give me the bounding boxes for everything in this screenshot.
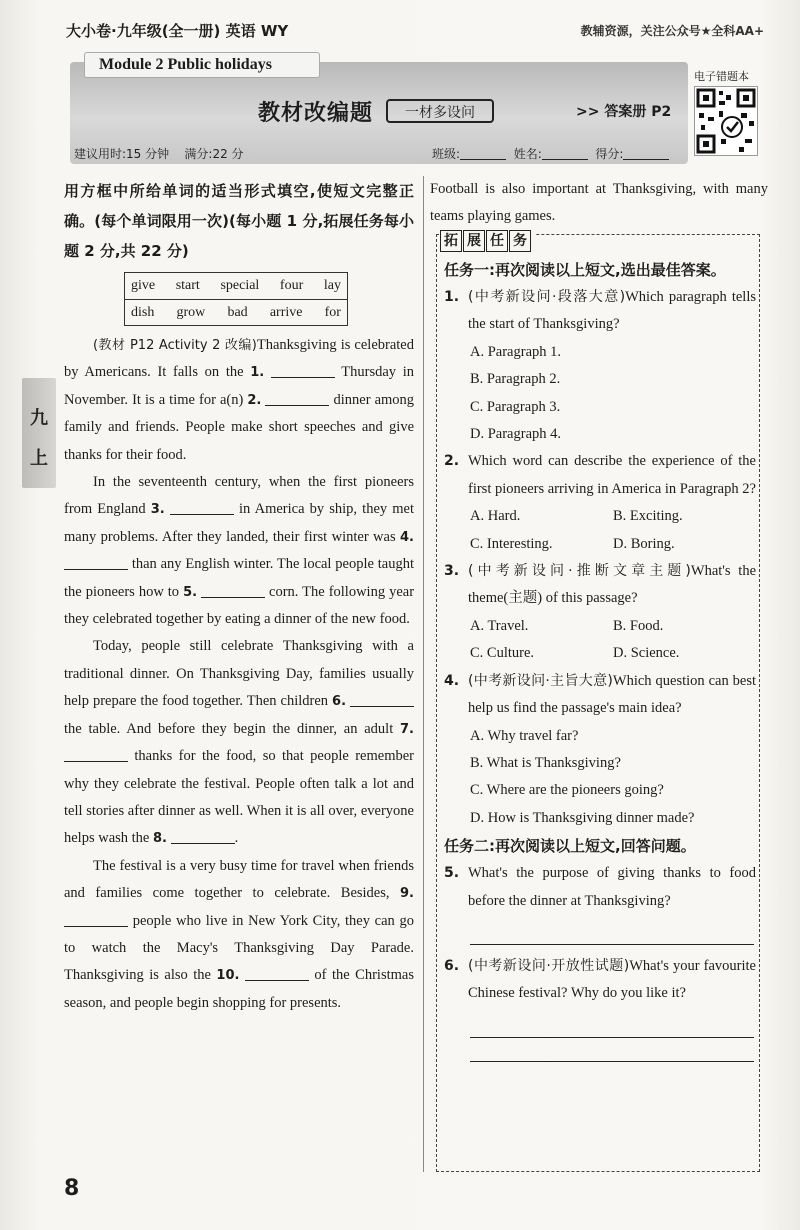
option[interactable]: A. Hard. <box>470 508 521 525</box>
passage-text: than any English winter. The local people taught the pioneers how to <box>64 556 414 600</box>
option[interactable]: B. Paragraph 2. <box>470 371 561 388</box>
option[interactable]: C. Interesting. <box>470 535 553 552</box>
blank-7[interactable] <box>64 748 128 762</box>
question-body: Which question can best help us find the passage's main idea? <box>468 672 757 717</box>
source-note: (教材 P12 Activity 2 改编) <box>93 338 257 353</box>
blank-number: 7. <box>400 721 414 737</box>
banner-title: 教材改编题 <box>258 101 374 126</box>
full-score: 满分:22 分 <box>184 147 244 161</box>
word-row <box>125 273 347 299</box>
option[interactable]: A. Why travel far? <box>470 727 579 744</box>
passage-paragraph-3 <box>64 633 414 852</box>
passage-paragraph-5: Football is also important at Thanksgiving, with many teams playing games. <box>430 181 768 225</box>
side-tab <box>22 378 56 488</box>
option[interactable]: C. Paragraph 3. <box>470 398 561 415</box>
class-blank[interactable] <box>460 148 506 160</box>
banner-tag: 一材多设问 <box>386 99 494 123</box>
blank-number: 8. <box>153 831 167 847</box>
question-body: What's the theme(主题) of this passage? <box>468 563 757 607</box>
blank-9[interactable] <box>64 913 128 927</box>
question-3 <box>444 558 756 613</box>
side-tab-char-1: 九 <box>30 408 48 429</box>
blank-number: 10. <box>216 968 240 984</box>
name-label: 姓名: <box>513 147 542 161</box>
question-body: Which paragraph tells the start of Thanksgiving? <box>468 289 756 333</box>
question-6 <box>444 953 756 1008</box>
option[interactable]: A. Paragraph 1. <box>470 343 562 360</box>
word: special <box>220 278 260 293</box>
blank-5[interactable] <box>201 584 265 598</box>
option[interactable]: D. Science. <box>613 645 680 662</box>
meta-row <box>70 142 688 164</box>
question-number: 6. <box>444 957 460 974</box>
word: grow <box>176 304 206 320</box>
option[interactable]: D. Boring. <box>613 535 675 552</box>
passage-text: The festival is a very busy time for travel when friends and families come together to celebrate. Besides, <box>64 857 414 902</box>
question-text <box>468 558 756 613</box>
question-number: 5. <box>444 865 460 882</box>
passage-text: Thursday in November. It is a time for a(n) <box>64 364 414 408</box>
answer-line-5[interactable] <box>470 915 754 945</box>
question-number: 2. <box>444 453 460 470</box>
word: arrive <box>269 304 303 320</box>
tasks <box>444 256 756 1062</box>
option[interactable]: D. Paragraph 4. <box>470 426 562 443</box>
blank-number: 2. <box>247 392 262 408</box>
student-fields <box>432 145 669 162</box>
question-number: 1. <box>444 289 460 305</box>
option-row <box>444 613 756 640</box>
passage-text: the table. And before they begin the dinner, an adult <box>64 720 394 737</box>
blank-number: 9. <box>400 886 414 902</box>
blank-number: 6. <box>332 694 347 710</box>
passage-text: . <box>234 830 239 847</box>
question-tag: (中考新设问·段落大意) <box>468 289 626 305</box>
time-score <box>74 145 244 162</box>
blank-10[interactable] <box>245 967 309 981</box>
question-5 <box>444 860 756 915</box>
question-tag: (中考新设问·主旨大意) <box>468 672 613 689</box>
answer-line-6b[interactable] <box>470 1038 754 1062</box>
passage-paragraph-1 <box>64 332 414 469</box>
passage-text: of the Christmas season, and people begin shopping for presents. <box>64 967 414 1011</box>
passage-text: corn. The following year they celebrated together by eating a dinner of the new food. <box>64 583 415 628</box>
blank-number: 5. <box>183 584 198 600</box>
module-title: Module 2 Public holidays <box>84 52 320 78</box>
passage-text: Today, people still celebrate Thanksgiving with a traditional dinner. On Thanksgiving Day, families usually help prepare the food together. Then children <box>64 638 414 710</box>
word: give <box>131 278 156 293</box>
answer-line-6a[interactable] <box>470 1008 754 1038</box>
blank-number: 3. <box>150 502 165 518</box>
option[interactable]: C. Culture. <box>470 645 535 662</box>
passage-text: dinner among family and friends. People make short speeches and give thanks for their food. <box>64 391 415 463</box>
question-tag: (中考新设问·推断文章主题) <box>468 563 691 580</box>
page-number: 8 <box>64 1176 80 1201</box>
heading-char: 务 <box>509 230 531 252</box>
left-column <box>64 176 414 1017</box>
question-body: What's the purpose of giving thanks to food before the dinner at Thanksgiving? <box>468 865 756 909</box>
option-row <box>444 531 756 558</box>
running-header-book: 大小卷·九年级(全一册) 英语 WY <box>66 22 289 40</box>
right-column-top <box>430 176 768 231</box>
question-tag: (中考新设问·开放性试题) <box>468 957 630 974</box>
points-label: 得分: <box>595 147 624 161</box>
blank-1[interactable] <box>271 364 335 378</box>
task-2-title: 任务二:再次阅读以上短文,回答问题。 <box>444 837 696 856</box>
blank-4[interactable] <box>64 556 128 570</box>
blank-3[interactable] <box>170 501 234 515</box>
question-text <box>468 284 756 339</box>
passage-text: in America by ship, they met many problems. After they landed, their first winter was <box>64 501 415 545</box>
blank-number: 1. <box>250 365 265 381</box>
question-body: What's your favourite Chinese festival? Why do you like it? <box>468 957 756 1002</box>
extension-task-heading <box>440 230 536 252</box>
option[interactable]: A. Travel. <box>470 617 529 634</box>
option-row <box>444 640 756 667</box>
word: bad <box>227 304 248 320</box>
blank-6[interactable] <box>350 693 414 707</box>
option[interactable]: B. Exciting. <box>613 508 683 525</box>
name-blank[interactable] <box>542 148 588 160</box>
question-1 <box>444 284 756 339</box>
option[interactable]: B. What is Thanksgiving? <box>470 754 621 771</box>
passage-paragraph-2 <box>64 469 414 633</box>
passage-paragraph-4 <box>64 853 414 1017</box>
word: four <box>279 278 304 293</box>
passage-text: thanks for the food, so that people remember why they celebrate the festival. People often talk a lot and tell stories after dinner as well. When it is all over, everyone helps wash the <box>64 748 414 847</box>
word-row <box>125 299 347 325</box>
blank-number: 4. <box>400 529 414 545</box>
question-number: 4. <box>444 672 460 689</box>
blank-2[interactable] <box>265 392 329 406</box>
instructions: 用方框中所给单词的适当形式填空,使短文完整正确。(每个单词限用一次)(每小题 1 分,拓展任务每小题 2 分,共 22 分) <box>64 182 414 260</box>
column-divider <box>423 176 424 1172</box>
question-body: Which word can describe the experience of the first pioneers arriving in America in Paragraph 2? <box>468 453 756 497</box>
word-box <box>124 272 348 326</box>
running-header-promo: 教辅资源，关注公众号★全科AA+ <box>580 24 764 38</box>
word: dish <box>131 304 155 320</box>
task-1-title: 任务一:再次阅读以上短文,选出最佳答案。 <box>444 261 726 279</box>
blank-8[interactable] <box>171 830 235 844</box>
option[interactable]: B. Food. <box>613 617 664 634</box>
heading-char: 任 <box>486 230 508 252</box>
answer-reference: >> 答案册 P2 <box>576 104 672 120</box>
passage-text: people who live in New York City, they can go to watch the Macy's Thanksgiving Day Parade. Thanksgiving is also the <box>64 912 414 984</box>
word: for <box>324 304 341 320</box>
heading-char: 展 <box>463 230 485 252</box>
word: start <box>175 278 200 293</box>
passage-text: In the seventeenth century, when the first pioneers from England <box>64 474 414 518</box>
question-number: 3. <box>444 563 460 580</box>
question-text <box>468 668 756 723</box>
heading-char: 拓 <box>440 230 462 252</box>
qr-code-icon[interactable] <box>694 86 758 156</box>
side-tab-char-2: 上 <box>30 448 48 469</box>
class-label: 班级: <box>432 147 461 161</box>
question-text <box>468 953 756 1008</box>
points-blank[interactable] <box>623 148 669 160</box>
option-row <box>444 503 756 530</box>
option[interactable]: D. How is Thanksgiving dinner made? <box>470 809 695 826</box>
qr-label: 电子错题本 <box>694 70 749 83</box>
suggested-time: 建议用时:15 分钟 <box>74 147 170 161</box>
question-2 <box>444 448 756 503</box>
passage-text: Thanksgiving is celebrated by Americans. It falls on the <box>64 337 414 381</box>
word: lay <box>323 278 341 293</box>
question-4 <box>444 668 756 723</box>
option[interactable]: C. Where are the pioneers going? <box>470 782 664 799</box>
